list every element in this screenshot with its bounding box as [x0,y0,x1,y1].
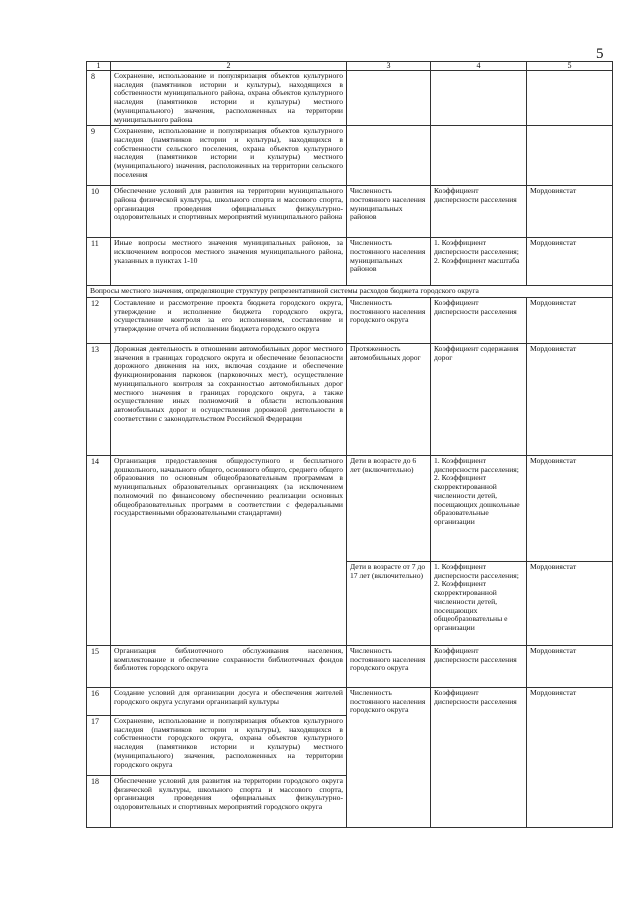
source-cell: Мордовиястат [527,186,613,238]
row-number: 10 [87,186,111,238]
row-number: 13 [87,344,111,456]
indicator-cell [347,126,431,186]
indicator-cell: Численность постоянного населения городского округа [347,646,431,688]
table-row [87,298,613,344]
service-description: Иные вопросы местного значения муниципальных районов, за исключением вопросов местного значения муниципального района, указанных в пунктах 1-10 [111,238,347,286]
service-description: Организация библиотечного обслуживания населения, комплектование и обеспечение сохранности библиотечных фондов библиотек городского округа [111,646,347,688]
row-number: 8 [87,71,111,126]
column-number-row [87,62,613,71]
indicator-cell: Численность постоянного населения городского округа [347,688,431,828]
service-description: Сохранение, использование и популяризация объектов культурного наследия (памятников истории и культуры), находящихся в собственности городского округа, охрана объектов культурного наследия (памятников истории и культуры) местного (муниципального) значения, расположенных на территории городского округа [111,716,347,776]
indicator-cell: Численность постоянного населения муниципальных районов [347,186,431,238]
source-cell: Мордовиястат [527,646,613,688]
page-number: 5 [596,46,604,62]
table-row [87,238,613,286]
column-number: 2 [111,62,347,71]
row-number: 9 [87,126,111,186]
row-number: 12 [87,298,111,344]
coefficient-cell: 1. Коэффициент дисперсности расселения; 2. Коэффициент скорректированной численности детей, посещающих дошкольные образовательные организации [431,456,527,562]
column-number: 1 [87,62,111,71]
source-cell: Мордовиястат [527,688,613,828]
source-cell [527,71,613,126]
source-cell: Мордовиястат [527,562,613,646]
row-number: 15 [87,646,111,688]
coefficient-cell: Коэффициент дисперсности расселения [431,646,527,688]
service-description: Составление и рассмотрение проекта бюджета городского округа, утверждение и исполнение бюджета городского округа, осуществление контроля за его исполнением, составление и утверждение отчета об исполнении бюджета городского округа [111,298,347,344]
source-cell: Мордовиястат [527,456,613,562]
coefficient-cell: Коэффициент содержания дорог [431,344,527,456]
coefficient-cell: 1. Коэффициент дисперсности расселения; 2. Коэффициент скорректированной численности детей, посещающих общеобразовательны е организации [431,562,527,646]
service-description: Обеспечение условий для развития на территории городского округа физической культуры, школьного спорта и массового спорта, организация проведения официальных физкультурно-оздоровительных и спортивных мероприятий городского округа [111,776,347,828]
coefficient-cell [431,126,527,186]
column-number: 3 [347,62,431,71]
column-number: 5 [527,62,613,71]
service-description: Организация предоставления общедоступного и бесплатного дошкольного, начального общего, основного общего, среднего общего образования по основным общеобразовательным программам в муниципальных образовательных организациях (за исключением полномочий по финансовому обеспечению реализации основных общеобразовательных программ в соответствии с федеральными государственными образовательными стандартами) [111,456,347,646]
table-row [87,71,613,126]
table-row [87,344,613,456]
row-number: 18 [87,776,111,828]
coefficient-cell: Коэффициент дисперсности расселения [431,186,527,238]
service-description: Сохранение, использование и популяризация объектов культурного наследия (памятников истории и культуры), находящихся в собственности муниципального района, охрана объектов культурного наследия (памятников истории и культуры) местного (муниципального) значения, расположенных на территории муниципального района [111,71,347,126]
column-number: 4 [431,62,527,71]
service-description: Сохранение, использование и популяризация объектов культурного наследия (памятников истории и культуры), находящихся в собственности сельского поселения, охрана объектов культурного наследия (памятников истории и культуры) местного (муниципального) значения, расположенных на территории сельского поселения [111,126,347,186]
service-description: Обеспечение условий для развития на территории муниципального района физической культуры, школьного спорта и массового спорта, организация проведения официальных физкультурно-оздоровительных и спортивных мероприятий муниципального района [111,186,347,238]
row-number: 16 [87,688,111,716]
section-row [87,286,613,298]
row-number: 17 [87,716,111,776]
indicator-cell: Протяженность автомобильных дорог [347,344,431,456]
indicator-cell: Численность постоянного населения городского округа [347,298,431,344]
section-title: Вопросы местного значения, определяющие структуру репрезентативной системы расходов бюджета городского округа [87,286,613,298]
table-row [87,186,613,238]
table-row [87,126,613,186]
source-cell: Мордовиястат [527,238,613,286]
table-row [87,646,613,688]
expense-structure-table [86,61,613,828]
source-cell: Мордовиястат [527,298,613,344]
coefficient-cell: 1. Коэффициент дисперсности расселения; 2. Коэффициент масштаба [431,238,527,286]
source-cell [527,126,613,186]
indicator-cell [347,71,431,126]
table-row [87,456,613,562]
indicator-cell: Дети в возрасте до 6 лет (включительно) [347,456,431,562]
service-description: Дорожная деятельность в отношении автомобильных дорог местного значения в границах городского округа и обеспечение безопасности дорожного движения на них, включая создание и обеспечение функционирования парковок (парковочных мест), осуществление муниципального контроля за сохранностью автомобильных дорог местного значения в границах городского округа, а также осуществление иных полномочий в области использования автомобильных дорог и осуществления дорожной деятельности в соответствии с законодательством Российской Федерации [111,344,347,456]
coefficient-cell [431,71,527,126]
source-cell: Мордовиястат [527,344,613,456]
indicator-cell: Дети в возрасте от 7 до 17 лет (включительно) [347,562,431,646]
indicator-cell: Численность постоянного населения муниципальных районов [347,238,431,286]
row-number: 11 [87,238,111,286]
row-number: 14 [87,456,111,646]
service-description: Создание условий для организации досуга и обеспечения жителей городского округа услугами организаций культуры [111,688,347,716]
coefficient-cell: Коэффициент дисперсности расселения [431,688,527,828]
table-row [87,688,613,716]
coefficient-cell: Коэффициент дисперсности расселения [431,298,527,344]
